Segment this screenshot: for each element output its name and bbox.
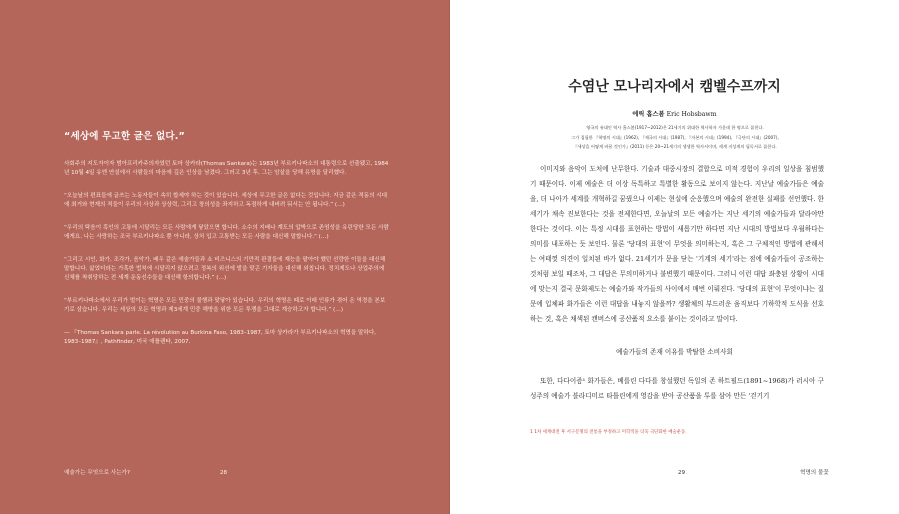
right-footer-title: 혁명의 물꽃	[800, 470, 829, 476]
left-footer-title: 예술가는 무엇으로 사는가?	[64, 470, 130, 476]
left-citation: — 『Thomas Sankara parle. La révolution au Burkina Faso, 1983–1987, 토마 상카라가 부르키나파소의 혁명을 말하다, 1983–1987』, Pathfinder, 미국 애틀랜타, 2007.	[64, 330, 376, 345]
bio-line: 영국의 유대인 역사 홉스봄(1917~2012)은 21세기의 위대한 역사학자 가운데 한 명으로 꼽힌다.	[586, 125, 764, 130]
author-name-en: Eric Hobsbawm	[666, 111, 717, 118]
bio-line: 그가 집필한 『혁명의 시대』(1962), 『제국의 시대』(1987), 『자본의 시대』(1994), 『극단의 시대』(2007),	[571, 134, 779, 140]
footnote: 1 1차 세계대전 후 서구문명의 전통을 부정하고 미학적을 더욱 극단화한 예술운동.	[530, 430, 687, 435]
right-page	[450, 0, 899, 514]
article-title: 수염난 모나리자에서 캠벨수프까지	[568, 79, 781, 95]
body-text: 이미지와 음악이 도처에 난무한다. 기술과 대중시장의 결합으로 미적 경험이 우리의 일상을 침범했기 때문이다. 이제 예술은 더 이상 독특하고 특별한 활동으로 보이지 않는다. 지난날 예술가들은 예술을, 더 나아가 세계를 개혁하길 꿈꿨으나 이제는 현실에 순응했으며 예술의 완전한 실패를 선언했다. 한 세기가 채속 진보한다는 것을 전제한다면, 오늘날의 모든 예술가는 지난 세기의 예술가들과 달라야만 한다는 것이다. 이는 특정 시대를 표현하는 방법이 새롭기만 하다면 지난 시대의 방법보다 우월하다는 의미를 내포하는 듯 보인다. 물론 '당대의 표현'이 무엇을 의미하는지, 혹은 그 구체적인 방법에 관해서는 여태껏 의견이 일치된 바가 없다. 21세기가 문을 닫는 '기계의 세기'라는 점에 예술가들이 공조하는 것처럼 보일 때조차, 그 대답은 무의미하거나 불변했기 때문이다. 그러니 이런 대답 좌충된 상황이 시대에 맞는지 결국 문화제도는 예술가와 작가들의 사이에서 매번 이뤄진다. '당대의 표현'이 무엇이냐는 질문에 입체파 화가들은 이런 대답을 내놓지 않을까? 생활체의 부드러운 움직보다 기하학적 도식을 선호하는 것, 혹은 채색된 캔버스에 공산품적 요소를 붙이는 것이라고 말이다.	[530, 165, 824, 323]
section-subheading: 예술가들의 존재 이유를 박탈한 소비사회	[616, 348, 733, 356]
left-paragraph: “그리고 시인, 화가, 조각가, 음악가, 배우 같은 예술가들과 쇼 비즈니스의 기만적 판결들에 재능을 팔아야 했던 선량한 이들을 대신해 말합니다. 삶었더라는 가혹한 법칙에 시달리지 않으려고 정복의 위선에 발을 맞곤 기자들을 대신해 외칩니다. 정치제도나 상업주의에 신체를 착취당하는 전 세계 운동선수들을 대신해 항의합니다.” (…)	[64, 257, 386, 281]
body-text-continued: 또한, 다다이즘¹ 화가들은, 베를린 다다를 창설했던 독일의 존 하트필드(1891~1968)가 러시아 구성주의 예술가 블라디미르 타틀린에게 영감을 받아 공산품을 투를 삼아 만든 '걷기기	[530, 377, 824, 400]
author-name-kr: 에릭 홉스봄	[632, 111, 665, 118]
left-paragraph: “오늘날의 편표들에 글쓰는 노동자들이 속히 합세야 하는 것이 있습니다. 세상에 무고한 글은 없다는 것입니다. 지금 같은 격동의 시대에 최거와 현재의 적들이 우리의 사상과 상상력, 그리고 창의성을 좌지하고 독점하게 내버려 둬서는 안 됩니다.” (…)	[64, 193, 388, 208]
bio-line: 『세상을 어떻게 바꿀 것인가』(2011) 등은 20~21세기의 생생한 역사서이며, 세계 지성계의 필독서로 꼽힌다.	[573, 144, 777, 149]
left-page-title: “세상에 무고한 글은 없다.”	[64, 131, 185, 142]
author-line	[450, 109, 899, 118]
author-bio	[545, 123, 805, 152]
left-page-content	[64, 128, 390, 361]
left-paragraph: “우리의 탁음이 흑인의 고통에 시달리는 모든 사람에게 닿았으면 합니다. 소수의 지배나 계도의 압박으로 존엄성을 유린당한 모든 사람에게요. 나는 사랑하는 조국 부르키나파소 뿐 아니라, 상처 입고 고통받는 모든 사람을 대신해 말합니다.” (…)	[64, 225, 389, 240]
left-page-number: 28	[220, 470, 228, 476]
left-paragraph: “부르키나파소에서 우리가 벌이는 혁명은 모든 민중의 불행과 맞닿아 있습니다. 우리의 혁명은 때로 이래 인류가 겪어 온 역경을 본보기로 삼습니다. 우리는 세상의 모든 혁명과 제3세계 민중 해방을 위한 모든 투쟁을 그대로 계승하고자 합니다.” (…)	[64, 298, 386, 313]
left-paragraph: 사회주의 지도자이자 범아프리카주의자였던 토마 상카라(Thomas Sankara)는 1983년 부르키나파소의 대통령으로 선출됐고, 1984년 10월 4일 유엔 연설에서 사람들의 마음에 깊은 인상을 남겼다. 그러고 3년 후, 그는 암살을 당해 유명을 달리했다.	[64, 161, 389, 176]
right-page-number: 29	[678, 470, 686, 476]
